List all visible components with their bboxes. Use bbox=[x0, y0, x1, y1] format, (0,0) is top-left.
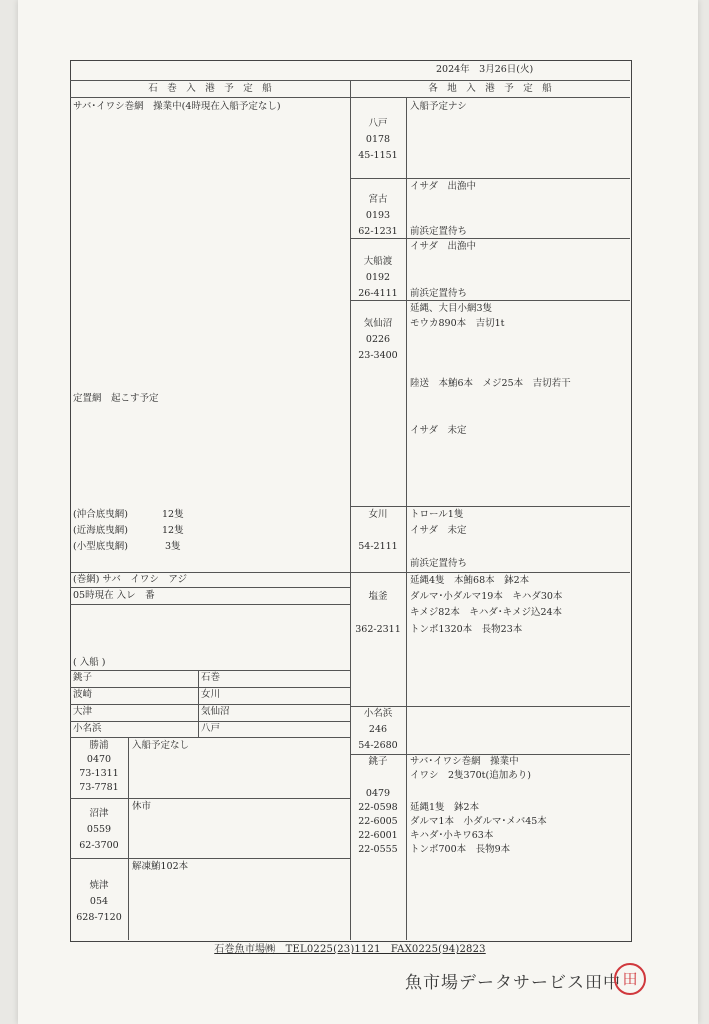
port-note: トンボ1320本 長物23本 bbox=[410, 624, 523, 635]
port-name-kesennuma: 気仙沼 bbox=[363, 318, 393, 329]
port-note: トロール1隻 bbox=[410, 509, 464, 520]
port-tel: 26-4111 bbox=[358, 288, 398, 299]
port-name-numazu: 沼津 bbox=[89, 808, 109, 819]
footer-contact: 石巻魚市場㈱ TEL0225(23)1121 FAX0225(94)2823 bbox=[214, 944, 486, 955]
port-note: 延縄4隻 本鮪68本 鉢2本 bbox=[410, 575, 530, 586]
port-name-choshi: 銚子 bbox=[368, 756, 388, 767]
port-note: 前浜定置待ち bbox=[410, 226, 468, 237]
arrival-port: 石巻 bbox=[201, 672, 221, 683]
port-tel: 73-7781 bbox=[79, 782, 119, 793]
trawl-type: (沖合底曳網) bbox=[73, 509, 128, 520]
trawl-count: 3隻 bbox=[165, 541, 181, 552]
port-note: トンボ700本 長物9本 bbox=[410, 844, 511, 855]
port-name-katsuura: 勝浦 bbox=[89, 740, 109, 751]
port-tel: 22-0598 bbox=[358, 802, 398, 813]
port-note: ダルマ･小ダルマ19本 キハダ30本 bbox=[410, 591, 563, 602]
port-tel: 45-1151 bbox=[358, 150, 398, 161]
teichi-status: 定置網 起こす予定 bbox=[73, 393, 159, 404]
port-tel: 0479 bbox=[365, 788, 391, 799]
trawl-count: 12隻 bbox=[162, 509, 184, 520]
makiami-label: (巻網) サバ イワシ アジ bbox=[73, 574, 187, 585]
port-note: 延縄、大目小網3隻 bbox=[410, 303, 493, 314]
port-note: イサダ 出漁中 bbox=[410, 181, 477, 192]
port-note: イワシ 2隻370t(追加あり) bbox=[410, 770, 531, 781]
port-tel: 22-0555 bbox=[358, 844, 398, 855]
port-name-onahama: 小名浜 bbox=[363, 708, 393, 719]
port-note: 入船予定ナシ bbox=[410, 101, 467, 112]
arrival-port: 銚子 bbox=[73, 672, 93, 683]
arrival-port: 小名浜 bbox=[73, 723, 102, 734]
port-note: 前浜定置待ち bbox=[410, 558, 468, 569]
port-name-hachinohe: 八戸 bbox=[368, 118, 388, 129]
port-note: イサダ 未定 bbox=[410, 425, 467, 436]
arrival-port: 気仙沼 bbox=[201, 706, 230, 717]
port-tel: 054 bbox=[89, 896, 109, 907]
arrival-port: 八戸 bbox=[201, 723, 221, 734]
port-name-ofunato: 大船渡 bbox=[363, 256, 393, 267]
port-tel: 0226 bbox=[365, 334, 391, 345]
seal-stamp: 田 bbox=[614, 963, 646, 995]
trawl-count: 12隻 bbox=[162, 525, 184, 536]
trawl-type: (近海底曳網) bbox=[73, 525, 128, 536]
port-tel: 62-3700 bbox=[79, 840, 119, 851]
arrival-port: 波崎 bbox=[73, 689, 93, 700]
port-note: ダルマ1本 小ダルマ･メバ45本 bbox=[410, 816, 547, 827]
port-note: イサダ 出漁中 bbox=[410, 241, 477, 252]
port-note: サバ･イワシ巻網 操業中 bbox=[410, 756, 519, 767]
port-tel: 0559 bbox=[86, 824, 112, 835]
saba-iwashi-status: サバ･イワシ巻網 操業中(4時現在入船予定なし) bbox=[73, 101, 281, 112]
landing-schedule-sheet bbox=[70, 60, 630, 956]
makiami-time: 05時現在 入レ 番 bbox=[73, 590, 155, 601]
arrival-port: 女川 bbox=[201, 689, 221, 700]
port-note: 解凍鮪102本 bbox=[132, 861, 189, 872]
port-note: 陸送 本鮪6本 メジ25本 吉切若干 bbox=[410, 378, 571, 389]
port-note: 休市 bbox=[132, 801, 152, 812]
port-tel: 23-3400 bbox=[358, 350, 398, 361]
port-note: 前浜定置待ち bbox=[410, 288, 468, 299]
report-date: 2024年 3月26日(火) bbox=[436, 64, 534, 75]
trawl-type: (小型底曳網) bbox=[73, 541, 128, 552]
port-tel: 22-6005 bbox=[358, 816, 398, 827]
port-tel: 362-2311 bbox=[355, 624, 401, 635]
port-name-miyako: 宮古 bbox=[368, 194, 388, 205]
port-note: キハダ･小キワ63本 bbox=[410, 830, 494, 841]
port-tel: 73-1311 bbox=[79, 768, 119, 779]
port-note: キメジ82本 キハダ･キメジ込24本 bbox=[410, 607, 563, 618]
port-note: 入船予定なし bbox=[132, 740, 190, 751]
port-note: モウカ890本 吉切1t bbox=[410, 318, 505, 329]
port-name-yaizu: 焼津 bbox=[89, 880, 109, 891]
port-name-onagawa: 女川 bbox=[368, 509, 388, 520]
right-column-header: 各 地 入 港 予 定 船 bbox=[428, 83, 552, 94]
port-tel: 0193 bbox=[365, 210, 391, 221]
port-tel: 0192 bbox=[365, 272, 391, 283]
port-tel: 54-2680 bbox=[358, 740, 398, 751]
port-note: 延縄1隻 鉢2本 bbox=[410, 802, 480, 813]
left-column-header: 石 巻 入 港 予 定 船 bbox=[148, 83, 272, 94]
arrivals-label: ( 入船 ) bbox=[73, 657, 106, 668]
signature: 魚市場データサービス田中 bbox=[405, 973, 621, 993]
port-note: イサダ 未定 bbox=[410, 525, 467, 536]
port-tel: 22-6001 bbox=[358, 830, 398, 841]
port-tel: 0178 bbox=[365, 134, 391, 145]
port-tel: 246 bbox=[368, 724, 388, 735]
port-tel: 62-1231 bbox=[358, 226, 398, 237]
port-tel: 628-7120 bbox=[76, 912, 122, 923]
port-tel: 0470 bbox=[86, 754, 112, 765]
port-tel: 54-2111 bbox=[358, 541, 398, 552]
arrival-port: 大津 bbox=[73, 706, 93, 717]
port-name-shiogama: 塩釜 bbox=[368, 591, 388, 602]
